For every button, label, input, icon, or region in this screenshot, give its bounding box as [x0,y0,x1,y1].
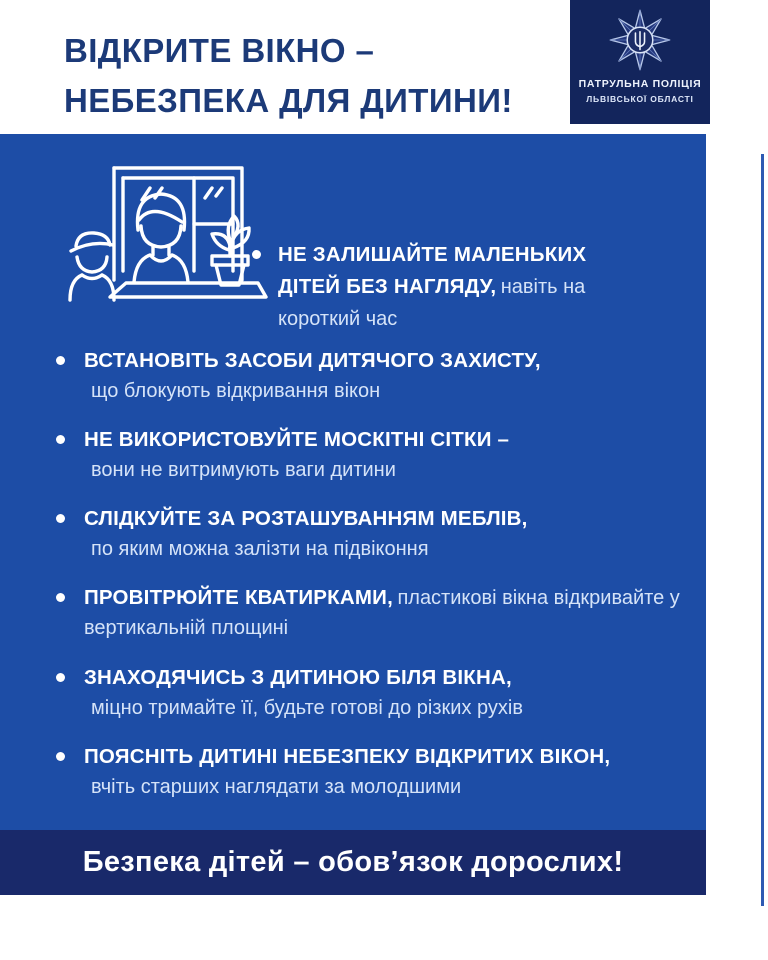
right-edge-divider [761,154,764,906]
tip-item [56,583,686,644]
tip-item [56,346,686,406]
page-title-line1: ВІДКРИТЕ ВІКНО – [64,32,375,69]
tip-list [56,346,686,821]
tip-item-detail: по яким можна залізти на підвіконня [91,538,429,560]
page-title-line2: НЕБЕЗПЕКА ДЛЯ ДИТИНИ! [64,82,513,119]
tip-item [56,742,686,802]
window-children-illustration-icon [62,158,274,316]
tip-item-lead: СЛІДКУЙТЕ ЗА РОЗТАШУВАННЯМ МЕБЛІВ, [84,507,528,530]
logo-org-name: ПАТРУЛЬНА ПОЛІЦІЯ [578,78,702,90]
footer-band [0,830,706,895]
police-star-badge-icon [607,7,673,73]
tip-item-lead: ПРОВІТРЮЙТЕ КВАТИРКАМИ, [84,586,393,609]
tip-item-lead: НЕ ЗАЛИШАЙТЕ МАЛЕНЬКИХ ДІТЕЙ БЕЗ НАГЛЯДУ, [278,243,587,298]
tip-item-detail: міцно тримайте її, будьте готові до різких рухів [91,697,523,719]
tip-item-lead: ПОЯСНІТЬ ДИТИНІ НЕБЕЗПЕКУ ВІДКРИТИХ ВІКОН, [84,745,611,768]
tip-item-lead: ВСТАНОВІТЬ ЗАСОБИ ДИТЯЧОГО ЗАХИСТУ, [84,349,541,372]
patrol-police-logo-box [570,0,710,124]
page-title [64,26,513,126]
tip-item-detail: навіть на короткий час [278,276,586,330]
tip-item-lead: НЕ ВИКОРИСТОВУЙТЕ МОСКІТНІ СІТКИ – [84,428,510,451]
tip-item [56,663,686,723]
tip-item-lead: ЗНАХОДЯЧИСЬ З ДИТИНОЮ БІЛЯ ВІКНА, [84,666,512,689]
tip-item-detail: вони не витримують ваги дитини [91,459,396,481]
logo-org-region: ЛЬВІВСЬКОЇ ОБЛАСТІ [586,94,694,104]
tip-item [56,504,686,564]
tip-item [56,425,686,485]
tip-item [252,240,654,336]
tip-list-first [252,240,654,336]
main-panel [0,134,706,830]
tip-item-detail: що блокують відкривання вікон [91,380,381,402]
tip-item-detail: пластикові вікна відкривайте у вертикальній площині [84,587,680,639]
footer-slogan: Безпека дітей – обов’язок дорослих! [82,846,624,878]
tip-item-detail: вчіть старших наглядати за молодшими [91,776,462,798]
